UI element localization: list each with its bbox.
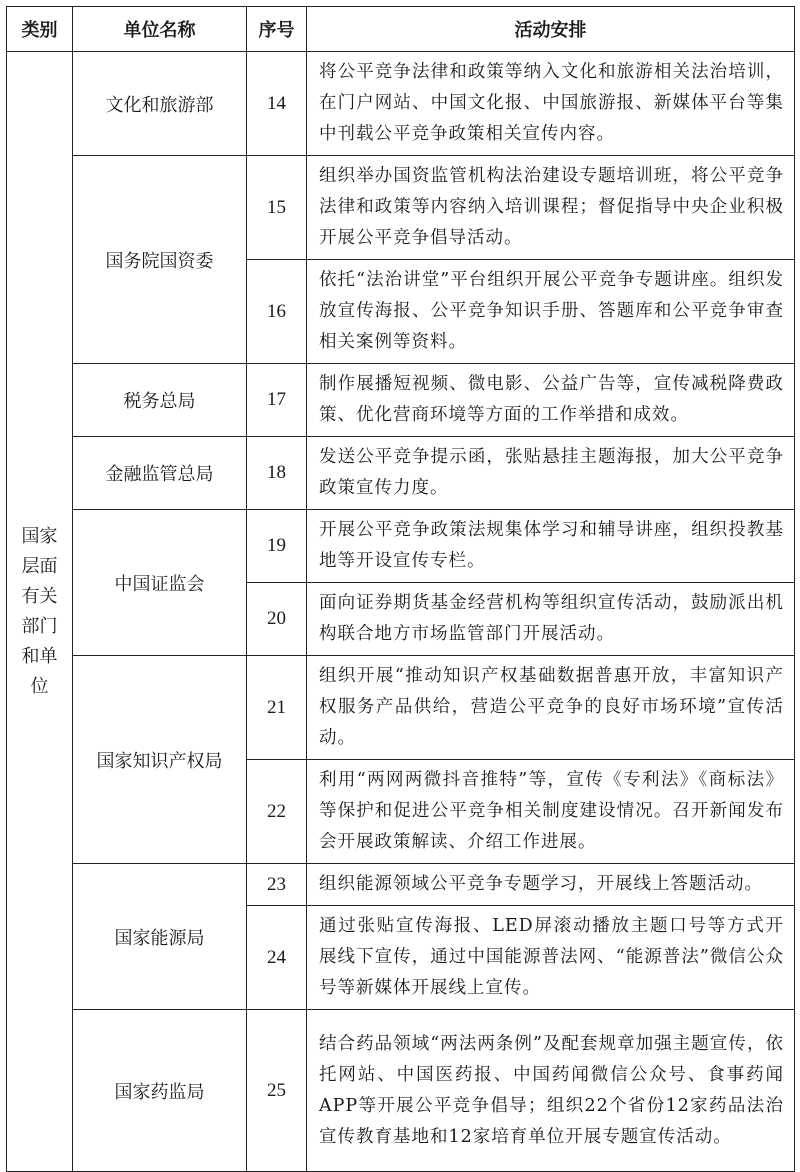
category-cell <box>7 52 73 1172</box>
activity-text: 制作展播短视频、微电影、公益广告等，宣传减税降费政策、优化营商环境等方面的工作举措和成效。 <box>307 364 795 437</box>
row-number: 16 <box>247 260 307 364</box>
activity-text: 组织能源领域公平竞争专题学习，开展线上答题活动。 <box>307 864 795 906</box>
activity-text: 开展公平竞争政策法规集体学习和辅导讲座，组织投教基地等开设宣传专栏。 <box>307 510 795 583</box>
unit-name: 国务院国资委 <box>73 156 247 364</box>
activity-table <box>6 6 795 1172</box>
table-row <box>7 656 795 760</box>
unit-name: 国家药监局 <box>73 1010 247 1172</box>
row-number: 24 <box>247 906 307 1010</box>
row-number: 15 <box>247 156 307 260</box>
activity-text: 组织举办国资监管机构法治建设专题培训班，将公平竞争法律和政策等内容纳入培训课程；督促指导中央企业积极开展公平竞争倡导活动。 <box>307 156 795 260</box>
activity-text: 发送公平竞争提示函，张贴悬挂主题海报，加大公平竞争政策宣传力度。 <box>307 437 795 510</box>
unit-name: 金融监管总局 <box>73 437 247 510</box>
header-number: 序号 <box>247 7 307 52</box>
row-number: 22 <box>247 760 307 864</box>
activity-text: 面向证券期货基金经营机构等组织宣传活动，鼓励派出机构联合地方市场监管部门开展活动。 <box>307 583 795 656</box>
unit-name: 国家能源局 <box>73 864 247 1010</box>
unit-name: 税务总局 <box>73 364 247 437</box>
row-number: 21 <box>247 656 307 760</box>
unit-name: 文化和旅游部 <box>73 52 247 156</box>
unit-name: 中国证监会 <box>73 510 247 656</box>
activity-text: 结合药品领域“两法两条例”及配套规章加强主题宣传，依托网站、中国医药报、中国药闻微信公众号、食事药闻APP等开展公平竞争倡导；组织22个省份12家药品法治宣传教育基地和12家培育单位开展专题宣传活动。 <box>307 1010 795 1172</box>
row-number: 25 <box>247 1010 307 1172</box>
table-header-row <box>7 7 795 52</box>
category-label: 国家层面有关部门和单位 <box>21 525 58 697</box>
table-row <box>7 156 795 260</box>
table-row <box>7 437 795 510</box>
row-number: 20 <box>247 583 307 656</box>
row-number: 19 <box>247 510 307 583</box>
header-unit-name: 单位名称 <box>73 7 247 52</box>
activity-text: 组织开展“推动知识产权基础数据普惠开放，丰富知识产权服务产品供给，营造公平竞争的良好市场环境”宣传活动。 <box>307 656 795 760</box>
table-row <box>7 52 795 156</box>
header-category: 类别 <box>7 7 73 52</box>
table-row <box>7 510 795 583</box>
table-row <box>7 864 795 906</box>
activity-text: 将公平竞争法律和政策等纳入文化和旅游相关法治培训，在门户网站、中国文化报、中国旅游报、新媒体平台等集中刊载公平竞争政策相关宣传内容。 <box>307 52 795 156</box>
activity-text: 利用“两网两微抖音推特”等，宣传《专利法》《商标法》等保护和促进公平竞争相关制度建设情况。召开新闻发布会开展政策解读、介绍工作进展。 <box>307 760 795 864</box>
row-number: 17 <box>247 364 307 437</box>
row-number: 18 <box>247 437 307 510</box>
unit-name: 国家知识产权局 <box>73 656 247 864</box>
row-number: 14 <box>247 52 307 156</box>
header-activity: 活动安排 <box>307 7 795 52</box>
activity-text: 依托“法治讲堂”平台组织开展公平竞争专题讲座。组织发放宣传海报、公平竞争知识手册、答题库和公平竞争审查相关案例等资料。 <box>307 260 795 364</box>
table-row <box>7 1010 795 1172</box>
activity-text: 通过张贴宣传海报、LED屏滚动播放主题口号等方式开展线下宣传，通过中国能源普法网、“能源普法”微信公众号等新媒体开展线上宣传。 <box>307 906 795 1010</box>
row-number: 23 <box>247 864 307 906</box>
table-row <box>7 364 795 437</box>
